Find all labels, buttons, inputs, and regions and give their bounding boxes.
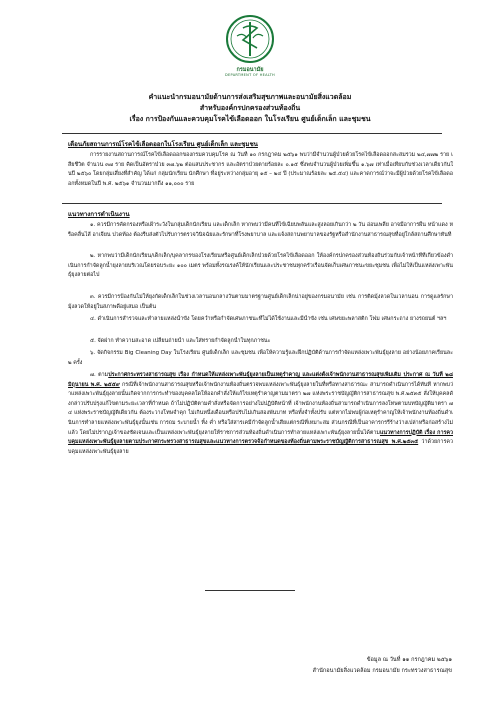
moph-logo-icon — [225, 14, 275, 64]
title-line-1: คำแนะนำกรมอนามัยด้านการส่งเสริมสุขภาพและอนามัยสิ่งแวดล้อม — [148, 93, 352, 101]
title-divider — [62, 133, 442, 134]
guideline-item-1: ๑. ควรมีการคัดกรองหรือเฝ้าระวังในกลุ่มเด็กนักเรียน และเด็กเล็ก หากพบว่ามีคนที่ไข้เฉียบพลันและสูงลอยเกินกว่า ๒ วัน อ่อนเพลีย อาจมีอาการผื่น หน้าแดง หรือคลื่นไส้ อาเจียน ปวดท้อง ต้องรีบส่งตัวไปรับการตรวจวินิจฉัยและรักษาที่โรงพยาบาล และแจ้งสถานพยาบาลของรัฐหรือสำนักงานสาธารณสุขที่อยู่ใกล้สถานศึกษาทันที — [68, 222, 453, 238]
item-7-body: กรณีที่เจ้าพนักงานสาธารณสุขหรือเจ้าพนักงานท้องถิ่นตรวจพบแหล่งเพาะพันธุ์ยุงลายในที่หรือทางสาธารณะ สามารถดำเนินการได้ทันที หากพบว่าแหล่งเพาะพันธุ์ยุงลายนั้นเกิดจากการกระทำของบุคคลใดให้ออกคำสั่งให้แก้ไขเหตุรำคาญตามมาตรา ๒๗ แห่งพระราชบัญญัติการสาธารณสุข พ.ศ.๒๕๓๕ สั่งให้บุคคลดังกล่าวปรับปรุงแก้ไขตามระยะเวลาที่กำหนด ถ้าไม่ปฏิบัติตามคำสั่งหรือจัดการอย่างไม่ปฏิบัติหน้าที่ เจ้าพนักงานท้องถิ่นสามารถดำเนินการลงโทษตามบทบัญญัติมาตรา ๗๔ แห่งพระราชบัญญัติเดียวกัน ต้องระวางโทษจำคุก ไม่เกินหนึ่งเดือนหรือปรับไม่เกินสองพันบาท หรือทั้งจำทั้งปรับ แต่หากไม่พบผู้ก่อเหตุรำคาญให้เจ้าพนักงานท้องถิ่นดำเนินการทำลายแหล่งเพาะพันธุ์ยุงนั้นเช่น การถม ระบายน้ำ ทิ้ง ค่ำ หรือใส่สารเคมีกำจัดลูกน้ำเสียแต่กรณีที่เหมาะสม ส่วนกรณีที่เป็นอาคารกรรีร้างว่างเปล่าหรือก่อสร้างไม่แล้ว โดยไม่ปรากฏเจ้าของชัดเจนและเป็นแหล่งเพาะพันธุ์ยุงลายให้ราชการส่วนท้องถิ่นดำเนินการทำลายแหล่งเพาะพันธุ์ยุงลายนั้นได้ตาม — [68, 381, 453, 436]
title-line-3: เรื่อง การป้องกันและควบคุมโรคไข้เลือดออก ในโรงเรียน ศูนย์เด็กเล็ก และชุมชน — [129, 115, 371, 123]
item-7-tail: ว่าด้วยการควบคุมแหล่งเพาะพันธุ์ยุงลาย — [68, 439, 453, 455]
footer-date: ข้อมูล ณ วันที่ ๑๑ กรกฎาคม ๒๕๖๑ — [366, 657, 452, 663]
guideline-item-4: ๔. ดำเนินการสำรวจและทำลายแหล่งน้ำขัง โดยคว่ำหรือกำจัดเศษภาชนะที่ไม่ได้ใช้งานและมีน้ำขัง เช่น เศษขยะพลาสติก โฟม เศษกระถาง ยางรถยนต์ ฯลฯ — [90, 316, 447, 322]
guideline-item-7 — [68, 371, 453, 573]
document-titles — [60, 92, 440, 125]
footer — [313, 655, 452, 677]
title-line-2: สำหรับองค์กรปกครองส่วนท้องถิ่น — [199, 104, 301, 112]
logo-caption: กรมอนามัย — [236, 67, 264, 73]
guideline-reference-link[interactable]: แนวทางการปฏิบัติ เรื่อง การควบคุมแหล่งเพาะพันธุ์ยุงลายตามประกาศกระทรวงสาธารณสุขและแนวทางการตรวจจ้อกำหนดของท้องถิ่นตามพระราชบัญญัติการสาธารณสุข พ.ศ.๒๕๓๕ — [68, 429, 453, 446]
guideline-item-6: ๖. จัดกิจกรรม Big Cleaning Day ในโรงเรียน ศูนย์เด็กเล็ก และชุมชน เพื่อให้ความรู้และฝึกปฏิบัติด้านการกำจัดแหล่งเพาะพันธุ์ยุงลาย อย่างน้อยภาคเรียนละ ๒ ครั้ง — [68, 350, 453, 366]
guideline-item-5: ๕. จัดฝาก ทำความสะอาด เปลี่ยนถ่ายน้ำ และใส่ทรายกำจัดลูกน้ำในทุกภาชนะ — [90, 338, 271, 344]
guideline-item-3: ๓. ควรมีการป้องกันไม่ให้ยุงกัดเด็กเล็กในช่วงเวลานอนกลางวันตามมาตรฐานศูนย์เด็กเล็กน่าอยู่ของกรมอนามัย เช่น การติดมุ้งลวดในเวลานอน การดูแลรักษามุ้งลวดให้อยู่ในสภาพดีอยู่เสมอ เป็นต้น — [68, 294, 453, 310]
guideline-item-2: ๒. หากพบว่ามีเด็กนักเรียน/เด็กเล็ก/บุคลากรของโรงเรียนหรือศูนย์เด็กเล็กป่วยด้วยโรคไข้เลือดออก ให้องค์กรปกครองส่วนท้องถิ่นร่วมกับเจ้าหน้าที่ที่เกี่ยวข้องดำเนินการกำจัดลูกน้ำยุงลายบริเวณโดยรอบระยะ ๑๐๐ เมตร พร้อมทั้งรณรงค์ให้นักเรียนและประชาชนทุกครัวเรือนจัดเก็บเศษภาชนะขยะชุมชน เพื่อไม่ให้เป็นแหล่งเพาะพันธุ์ยุงลายต่อไป — [68, 253, 453, 279]
section-2-heading: แนวทางการดำเนินงาน — [68, 211, 130, 218]
section-divider — [62, 203, 442, 204]
ministry-announcement-link[interactable]: ประกาศกระทรวงสาธารณสุข เรื่อง กำหนดให้แหล่งเพาะพันธุ์ยุงลายเป็นเหตุรำคาญ และแต่งตั้งเจ้าพนักงานสาธารณสุขเพิ่มเติม ประกาศ ณ วันที่ ๒๘ มิถุนายน พ.ศ. ๒๕๕๙ — [68, 372, 453, 388]
footer-org: สำนักอนามัยสิ่งแวดล้อม กรมอนามัย กระทรวงสาธารณสุข — [312, 668, 452, 674]
item-7-lead: ๗. ตาม — [90, 372, 109, 378]
section-1-heading: เตือนภัยสถานการณ์โรคไข้เลือดออกในโรงเรียน ศูนย์เด็กเล็ก และชุมชน — [68, 141, 258, 148]
section-1-body: การรายงานสถานการณ์โรคไข้เลือดออกของกรมควบคุมโรค ณ วันที่ ๑๐ กรกฎาคม ๒๕๖๑ พบว่ามีจำนวนผู้ป่วยด้วยโรคไข้เลือดออกสะสมรวม ๒๔,๗๗๒ ราย เสียชีวิต จำนวน ๓๗ ราย คิดเป็นอัตราป่วย ๓๗.๖๒ ต่อแสนประชากร และอัตราป่วยตายร้อยละ ๐.๑๕ ซึ่งพบจำนวนผู้ป่วยเพิ่มขึ้น ๑.๖๗ เท่าเมื่อเทียบกับช่วงเวลาเดียวกันในปี ๒๕๖๐ โดยกลุ่มเสี่ยงที่สำคัญ ได้แก่ กลุ่มนักเรียน นักศึกษา ที่อยู่ระหว่างกลุ่มอายุ ๑๕ – ๒๔ ปี (ประมาณร้อยละ ๒๕.๕๔) และคาดการณ์ว่าจะมีผู้ป่วยด้วยโรคไข้เลือดออกทั้งหมดในปี พ.ศ. ๒๕๖๑ จำนวนมากถึง ๑๑,๐๐๐ ราย — [68, 152, 453, 187]
end-divider — [205, 590, 295, 591]
logo-caption-en: DEPARTMENT OF HEALTH — [225, 73, 275, 77]
